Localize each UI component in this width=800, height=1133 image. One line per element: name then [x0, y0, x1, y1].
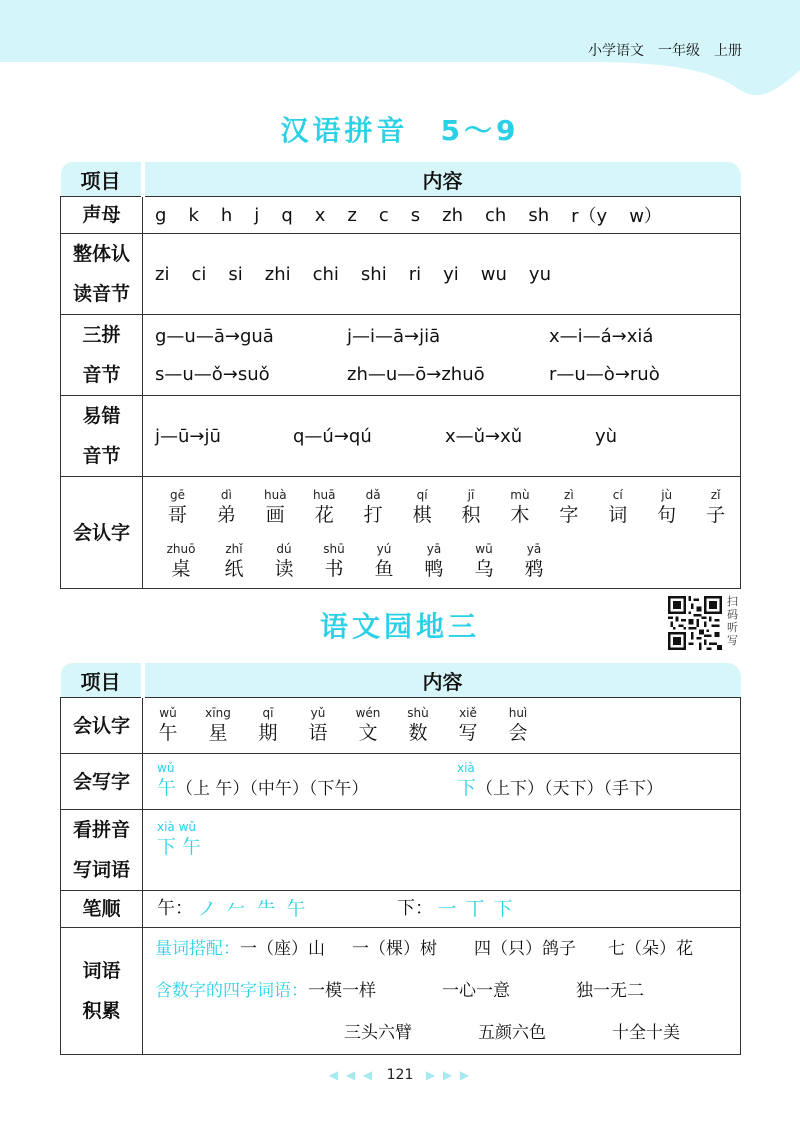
word-list: （上下）（天下）（手下）	[476, 779, 664, 799]
char-pinyin: gē	[169, 487, 185, 502]
char-cell	[495, 488, 544, 528]
char-hanzi: 词	[608, 503, 628, 526]
char-pinyin: xiě	[459, 705, 477, 720]
zhengti-item: yu	[528, 263, 551, 285]
section1-title: 汉语拼音 5～9	[280, 114, 520, 147]
char-pinyin: dǎ	[365, 487, 381, 502]
sanpin-item: x—i—á→xiá	[549, 325, 654, 347]
stroke-step: ⺧	[256, 898, 276, 920]
char-hanzi: 午	[158, 721, 178, 744]
liangci-item: 四（只）鸽子	[474, 939, 576, 959]
shuzi-item: 三头六臂	[344, 1023, 412, 1043]
char-pinyin: wǔ	[159, 705, 177, 720]
zhengti-item: ci	[191, 263, 207, 285]
char-pinyin: qī	[262, 705, 274, 720]
word-list: （上 午）（中午）（下午）	[176, 779, 369, 799]
shengmu-item: c	[378, 204, 389, 226]
char-cell	[493, 706, 543, 746]
row-huixiezi	[61, 754, 741, 810]
stroke-step: 丅	[465, 898, 485, 920]
yuwen-table-header	[61, 663, 741, 698]
yicuo-item: x—ǔ→xǔ	[445, 425, 523, 447]
stroke-step: ノ	[197, 898, 217, 920]
char-hanzi: 鸦	[524, 557, 544, 580]
word-pinyin: xià wǔ	[157, 820, 197, 834]
row-label-line1: 三拼	[82, 324, 121, 346]
shengmu-item: s	[410, 204, 421, 226]
char-pinyin: dì	[220, 487, 232, 502]
row-label	[61, 234, 143, 315]
shengmu-list	[143, 202, 740, 228]
row-huirenzi	[61, 698, 741, 754]
shuzi-item: 十全十美	[612, 1023, 680, 1043]
row-label: 声母	[61, 197, 143, 234]
row-label-line1: 整体认	[72, 243, 130, 265]
shengmu-item: r（y	[571, 206, 608, 227]
row-label-line2: 音节	[82, 445, 121, 467]
scan-hint: 扫码听写	[727, 595, 738, 647]
row-shengmu	[61, 197, 741, 234]
row-zhengti	[61, 234, 741, 315]
char-pinyin: wén	[355, 705, 381, 720]
shengmu-item: h	[220, 204, 233, 226]
kanpin-content	[143, 810, 740, 860]
char-cell	[393, 706, 443, 746]
char-cell	[153, 488, 202, 528]
char-cell	[153, 542, 209, 582]
page-footer	[0, 1067, 800, 1083]
char-pinyin: yú	[376, 541, 392, 556]
yicuo-list	[143, 426, 740, 447]
char-pinyin: huā	[312, 487, 336, 502]
char-hanzi: 鱼	[374, 557, 394, 580]
stroke-char: 午：	[157, 898, 193, 919]
char-cell	[202, 488, 251, 528]
right-arrows-icon: ▶ ▶ ▶	[425, 1068, 472, 1082]
char-hanzi: 花	[314, 503, 334, 526]
stroke-step: 一	[437, 898, 457, 920]
shengmu-item: j	[254, 204, 260, 226]
zhengti-item: yi	[443, 263, 459, 285]
char-hanzi: 打	[363, 503, 383, 526]
char-hanzi: 写	[458, 721, 478, 744]
shuzi-item: 五颜六色	[478, 1023, 546, 1043]
char-hanzi: 棋	[412, 503, 432, 526]
char-cell	[459, 542, 509, 582]
page-number: 121	[386, 1067, 414, 1083]
shengmu-item: sh	[528, 204, 550, 226]
char-pinyin: huì	[508, 705, 528, 720]
char-cell	[544, 488, 593, 528]
char-cell	[243, 706, 293, 746]
zhengti-item: zi	[155, 263, 170, 285]
row-sanpin	[61, 315, 741, 396]
qr-code-icon[interactable]	[668, 596, 722, 650]
char-hanzi: 木	[510, 503, 530, 526]
char-cell	[309, 542, 359, 582]
shengmu-item: x	[314, 204, 326, 226]
yuwen-table	[60, 663, 741, 1055]
char-hanzi: 句	[657, 503, 677, 526]
char-pinyin: zhǐ	[225, 541, 243, 556]
char-hanzi: 弟	[216, 503, 236, 526]
char-hanzi: 乌	[474, 557, 494, 580]
char-cell	[343, 706, 393, 746]
yicuo-item: q—ú→qú	[293, 425, 372, 447]
char-cell	[409, 542, 459, 582]
row-bishun	[61, 891, 741, 928]
char-cell	[359, 542, 409, 582]
zhengti-item: ri	[408, 263, 422, 285]
char-hanzi: 桌	[171, 557, 191, 580]
char-pinyin: yā	[526, 541, 542, 556]
huirenzi-line2	[143, 542, 740, 582]
shuzi-item: 独一无二	[576, 981, 644, 1001]
char-hanzi: 读	[274, 557, 294, 580]
char-pinyin: qí	[416, 487, 428, 502]
shengmu-item: zh	[442, 204, 464, 226]
char-hanzi: 会	[508, 721, 528, 744]
char-cell	[259, 542, 309, 582]
sanpin-item: g—u—ā→guā	[155, 325, 274, 347]
char-cell	[193, 706, 243, 746]
char-cell	[593, 488, 642, 528]
char-hanzi: 语	[308, 721, 328, 744]
sanpin-item: j—i—ā→jiā	[347, 325, 441, 347]
shengmu-item: g	[155, 204, 167, 226]
char-pinyin: shù	[407, 705, 429, 720]
huirenzi-line1	[143, 488, 740, 528]
col-item-header: 项目	[61, 162, 143, 197]
char-pinyin: huà	[264, 487, 287, 502]
char-pinyin: yā	[426, 541, 442, 556]
char-hanzi: 午	[157, 777, 177, 799]
zhengti-item: shi	[360, 263, 387, 285]
row-label: 会认字	[61, 698, 143, 754]
row-label-line1: 看拼音	[72, 819, 130, 841]
char-cell	[293, 706, 343, 746]
word-hanzi: 下 午	[157, 836, 202, 858]
liangci-label: 量词搭配：	[155, 939, 240, 959]
row-label-line2: 积累	[82, 1000, 121, 1022]
liangci-item: 一（座）山	[240, 939, 325, 959]
char-hanzi: 期	[258, 721, 278, 744]
stroke-step: 午	[286, 898, 306, 920]
shuzi-item: 一心一意	[442, 981, 510, 1001]
char-hanzi: 书	[324, 557, 344, 580]
sanpin-item: s—u—ǒ→suǒ	[155, 363, 270, 385]
bishun-content	[143, 896, 740, 922]
char-hanzi: 下	[457, 777, 477, 799]
char-hanzi: 纸	[224, 557, 244, 580]
row-label-line2: 写词语	[72, 859, 130, 881]
char-hanzi: 哥	[167, 503, 187, 526]
char-cell	[509, 542, 559, 582]
char-cell	[209, 542, 259, 582]
row-label: 会认字	[61, 477, 143, 589]
ciyu-content	[143, 928, 740, 1054]
char-pinyin: xīng	[205, 705, 231, 720]
char-hanzi: 数	[408, 721, 428, 744]
shuzi-item: 一模一样	[308, 981, 376, 1001]
zhengti-list	[143, 264, 740, 285]
shuzi-line2	[155, 1012, 740, 1054]
char-pinyin: yǔ	[310, 705, 326, 720]
char-cell	[349, 488, 398, 528]
stroke-char: 下：	[397, 898, 433, 919]
huixiezi-group-wu	[157, 761, 457, 802]
zhengti-item: chi	[312, 263, 339, 285]
col-content-header: 内容	[143, 162, 741, 197]
row-yicuo	[61, 396, 741, 477]
zhengti-item: zhi	[264, 263, 291, 285]
stroke-step: 𠂉	[226, 898, 246, 920]
char-cell	[691, 488, 740, 528]
char-hanzi: 积	[461, 503, 481, 526]
liangci-line	[155, 928, 740, 970]
pinyin-table	[60, 162, 741, 589]
sanpin-item: zh—u—ō→zhuō	[347, 363, 485, 385]
char-pinyin: dú	[276, 541, 292, 556]
row-label-line2: 音节	[82, 364, 121, 386]
char-hanzi: 字	[559, 503, 579, 526]
sanpin-line1	[143, 317, 740, 355]
char-cell	[251, 488, 300, 528]
char-pinyin: jī	[467, 487, 475, 502]
char-cell	[398, 488, 447, 528]
liangci-item: 一（棵）树	[352, 939, 437, 959]
row-label-line1: 词语	[82, 960, 121, 982]
char-hanzi: 子	[706, 503, 726, 526]
char-hanzi: 画	[265, 503, 285, 526]
liangci-item: 七（朵）花	[608, 939, 693, 959]
col-item-header: 项目	[61, 663, 143, 698]
huixiezi-group-xia	[457, 761, 663, 802]
char-pinyin: zì	[564, 487, 574, 502]
row-label	[61, 810, 143, 891]
section2-title: 语文园地三	[319, 610, 480, 643]
char-hanzi: 文	[358, 721, 378, 744]
row-label-line1: 易错	[82, 405, 121, 427]
shengmu-item: q	[281, 204, 293, 226]
char-pinyin: wǔ	[157, 761, 175, 775]
char-pinyin: mù	[510, 487, 530, 502]
yicuo-item: j—ū→jū	[155, 425, 221, 447]
huirenzi-chars	[143, 706, 740, 746]
zhengti-item: wu	[480, 263, 507, 285]
row-kanpin	[61, 810, 741, 891]
char-pinyin: cí	[612, 487, 623, 502]
char-pinyin: jù	[661, 487, 673, 502]
row-ciyu	[61, 928, 741, 1055]
row-label	[61, 315, 143, 396]
row-label	[61, 928, 143, 1055]
yicuo-item: yù	[595, 425, 618, 447]
char-hanzi: 鸭	[424, 557, 444, 580]
header-book-info: 小学语文 一年级 上册	[588, 43, 742, 59]
shengmu-item: ch	[485, 204, 507, 226]
row-label-line2: 读音节	[72, 283, 130, 305]
stroke-step: 下	[493, 898, 513, 920]
char-cell	[143, 706, 193, 746]
shengmu-item: k	[188, 204, 199, 226]
col-content-header: 内容	[143, 663, 741, 698]
char-cell	[300, 488, 349, 528]
char-cell	[642, 488, 691, 528]
char-cell	[443, 706, 493, 746]
pinyin-table-header	[61, 162, 741, 197]
shengmu-item: w）	[629, 206, 662, 227]
row-label: 会写字	[61, 754, 143, 810]
row-label	[61, 396, 143, 477]
left-arrows-icon: ◀ ◀ ◀	[328, 1068, 375, 1082]
shengmu-item: z	[347, 204, 357, 226]
char-pinyin: xià	[457, 761, 475, 775]
sanpin-line2	[143, 355, 740, 393]
shuzi-line1	[155, 970, 740, 1012]
char-cell	[447, 488, 496, 528]
shuzi-label: 含数字的四字词语：	[155, 981, 308, 1001]
char-pinyin: wū	[475, 541, 493, 556]
sanpin-item: r—u—ò→ruò	[549, 363, 660, 385]
row-huirenzi	[61, 477, 741, 589]
char-pinyin: zhuō	[166, 541, 196, 556]
char-hanzi: 星	[208, 721, 228, 744]
char-pinyin: zǐ	[710, 487, 721, 502]
zhengti-item: si	[228, 263, 243, 285]
char-pinyin: shū	[323, 541, 345, 556]
huixiezi-content	[143, 761, 740, 802]
row-label: 笔顺	[61, 891, 143, 928]
